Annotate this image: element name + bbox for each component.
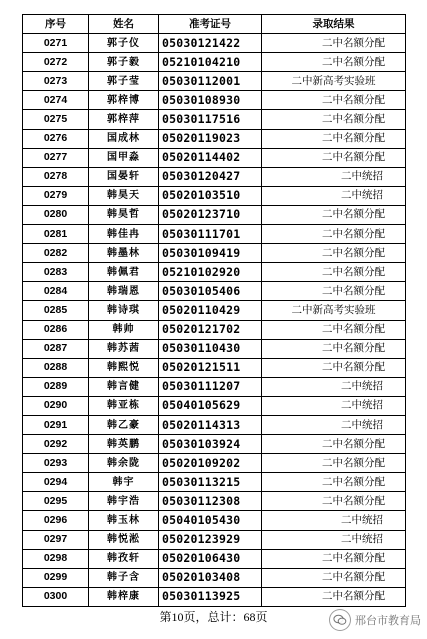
cell-exam-no: 05020123929: [159, 530, 262, 549]
cell-result: 二中名额分配: [262, 148, 406, 167]
cell-seq: 0297: [23, 530, 89, 549]
table-row: [23, 511, 406, 530]
cell-seq: 0281: [23, 225, 89, 244]
cell-seq: 0299: [23, 568, 89, 587]
cell-result: 二中统招: [262, 415, 406, 434]
cell-exam-no: 05040105430: [159, 511, 262, 530]
table-row: [23, 148, 406, 167]
cell-exam-no: 05020114313: [159, 415, 262, 434]
cell-name: 韩昊哲: [89, 205, 159, 224]
cell-exam-no: 05030111207: [159, 377, 262, 396]
cell-name: 韩帅: [89, 320, 159, 339]
table-row: [23, 244, 406, 263]
cell-seq: 0295: [23, 492, 89, 511]
cell-result: 二中统招: [262, 530, 406, 549]
cell-result: 二中名额分配: [262, 225, 406, 244]
cell-seq: 0290: [23, 396, 89, 415]
cell-result: 二中名额分配: [262, 339, 406, 358]
cell-name: 韩佳冉: [89, 225, 159, 244]
cell-seq: 0273: [23, 72, 89, 91]
table-row: [23, 530, 406, 549]
cell-seq: 0272: [23, 53, 89, 72]
table-row: [23, 415, 406, 434]
table-row: [23, 377, 406, 396]
cell-seq: 0291: [23, 415, 89, 434]
cell-result: 二中名额分配: [262, 34, 406, 53]
table-row: [23, 454, 406, 473]
watermark-text: 邢台市教育局: [355, 614, 421, 627]
cell-name: 韩玉林: [89, 511, 159, 530]
cell-exam-no: 05020114402: [159, 148, 262, 167]
cell-exam-no: 05210102920: [159, 263, 262, 282]
table-row: [23, 473, 406, 492]
table-row: [23, 72, 406, 91]
cell-name: 韩宇: [89, 473, 159, 492]
cell-result: 二中新高考实验班: [262, 301, 406, 320]
cell-result: 二中名额分配: [262, 492, 406, 511]
table-row: [23, 587, 406, 606]
table-row: [23, 435, 406, 454]
table-row: [23, 396, 406, 415]
cell-name: 郭子莹: [89, 72, 159, 91]
cell-name: 韩墨林: [89, 244, 159, 263]
cell-result: 二中统招: [262, 396, 406, 415]
cell-exam-no: 05030103924: [159, 435, 262, 454]
cell-exam-no: 05030108930: [159, 91, 262, 110]
cell-name: 韩乙豪: [89, 415, 159, 434]
cell-seq: 0276: [23, 129, 89, 148]
cell-result: 二中名额分配: [262, 263, 406, 282]
cell-name: 韩梓康: [89, 587, 159, 606]
cell-result: 二中名额分配: [262, 244, 406, 263]
cell-seq: 0284: [23, 282, 89, 301]
table-row: [23, 53, 406, 72]
cell-seq: 0278: [23, 167, 89, 186]
cell-seq: 0274: [23, 91, 89, 110]
cell-seq: 0298: [23, 549, 89, 568]
table-row: [23, 358, 406, 377]
cell-seq: 0283: [23, 263, 89, 282]
cell-seq: 0288: [23, 358, 89, 377]
cell-name: 韩悦淞: [89, 530, 159, 549]
cell-result: 二中名额分配: [262, 568, 406, 587]
cell-name: 韩苏茜: [89, 339, 159, 358]
table-body: [23, 34, 406, 607]
cell-result: 二中名额分配: [262, 549, 406, 568]
cell-exam-no: 05030111701: [159, 225, 262, 244]
cell-result: 二中名额分配: [262, 587, 406, 606]
watermark: [329, 608, 421, 632]
table-row: [23, 225, 406, 244]
header-seq: 序号: [23, 15, 89, 34]
cell-name: 韩熙悦: [89, 358, 159, 377]
table-header-row: [23, 15, 406, 34]
header-result: 录取结果: [262, 15, 406, 34]
table-row: [23, 568, 406, 587]
cell-seq: 0280: [23, 205, 89, 224]
cell-exam-no: 05030120427: [159, 167, 262, 186]
cell-exam-no: 05020119023: [159, 129, 262, 148]
cell-exam-no: 05030105406: [159, 282, 262, 301]
table-row: [23, 205, 406, 224]
table-row: [23, 263, 406, 282]
cell-seq: 0285: [23, 301, 89, 320]
cell-exam-no: 05030109419: [159, 244, 262, 263]
cell-seq: 0287: [23, 339, 89, 358]
cell-exam-no: 05030112001: [159, 72, 262, 91]
cell-name: 韩瑞恩: [89, 282, 159, 301]
cell-result: 二中统招: [262, 167, 406, 186]
cell-result: 二中名额分配: [262, 205, 406, 224]
table-row: [23, 339, 406, 358]
table-row: [23, 301, 406, 320]
table-row: [23, 129, 406, 148]
wechat-icon: [329, 609, 351, 631]
cell-exam-no: 05020103510: [159, 186, 262, 205]
cell-exam-no: 05020121511: [159, 358, 262, 377]
cell-name: 韩孜轩: [89, 549, 159, 568]
cell-name: 郭子仪: [89, 34, 159, 53]
cell-exam-no: 05020110429: [159, 301, 262, 320]
cell-name: 国甲淼: [89, 148, 159, 167]
page-footer: 第10页，总计：68页: [159, 610, 268, 624]
table-row: [23, 492, 406, 511]
table-row: [23, 186, 406, 205]
cell-exam-no: 05040105629: [159, 396, 262, 415]
table-row: [23, 110, 406, 129]
cell-result: 二中新高考实验班: [262, 72, 406, 91]
cell-name: 韩余陇: [89, 454, 159, 473]
table-row: [23, 549, 406, 568]
cell-seq: 0289: [23, 377, 89, 396]
cell-name: 韩言健: [89, 377, 159, 396]
cell-name: 郭子毅: [89, 53, 159, 72]
cell-result: 二中名额分配: [262, 454, 406, 473]
cell-seq: 0286: [23, 320, 89, 339]
cell-exam-no: 05020109202: [159, 454, 262, 473]
cell-exam-no: 05030121422: [159, 34, 262, 53]
cell-exam-no: 05020106430: [159, 549, 262, 568]
cell-result: 二中名额分配: [262, 110, 406, 129]
cell-result: 二中名额分配: [262, 473, 406, 492]
cell-result: 二中名额分配: [262, 435, 406, 454]
cell-exam-no: 05210104210: [159, 53, 262, 72]
table-row: [23, 320, 406, 339]
admission-table: [22, 14, 406, 607]
cell-result: 二中统招: [262, 186, 406, 205]
cell-name: 国成林: [89, 129, 159, 148]
cell-result: 二中名额分配: [262, 129, 406, 148]
table-row: [23, 34, 406, 53]
cell-name: 韩亚栋: [89, 396, 159, 415]
cell-seq: 0279: [23, 186, 89, 205]
cell-seq: 0293: [23, 454, 89, 473]
header-exam-no: 准考证号: [159, 15, 262, 34]
table-row: [23, 167, 406, 186]
cell-seq: 0300: [23, 587, 89, 606]
cell-seq: 0275: [23, 110, 89, 129]
header-name: 姓名: [89, 15, 159, 34]
cell-seq: 0292: [23, 435, 89, 454]
cell-result: 二中名额分配: [262, 53, 406, 72]
cell-exam-no: 05020103408: [159, 568, 262, 587]
cell-seq: 0296: [23, 511, 89, 530]
cell-result: 二中统招: [262, 377, 406, 396]
table-row: [23, 282, 406, 301]
cell-name: 郭梓萍: [89, 110, 159, 129]
cell-name: 韩昊天: [89, 186, 159, 205]
cell-exam-no: 05030117516: [159, 110, 262, 129]
cell-name: 韩英鹏: [89, 435, 159, 454]
cell-result: 二中名额分配: [262, 282, 406, 301]
cell-exam-no: 05020123710: [159, 205, 262, 224]
cell-name: 韩诗琪: [89, 301, 159, 320]
cell-exam-no: 05020121702: [159, 320, 262, 339]
cell-name: 韩宇浩: [89, 492, 159, 511]
cell-exam-no: 05030113925: [159, 587, 262, 606]
cell-exam-no: 05030110430: [159, 339, 262, 358]
cell-result: 二中名额分配: [262, 320, 406, 339]
cell-result: 二中名额分配: [262, 91, 406, 110]
cell-exam-no: 05030113215: [159, 473, 262, 492]
cell-seq: 0282: [23, 244, 89, 263]
cell-name: 国晏轩: [89, 167, 159, 186]
cell-exam-no: 05030112308: [159, 492, 262, 511]
cell-seq: 0271: [23, 34, 89, 53]
table-row: [23, 91, 406, 110]
cell-name: 韩佩君: [89, 263, 159, 282]
cell-name: 韩子含: [89, 568, 159, 587]
cell-result: 二中名额分配: [262, 358, 406, 377]
cell-name: 郭梓博: [89, 91, 159, 110]
cell-result: 二中统招: [262, 511, 406, 530]
cell-seq: 0277: [23, 148, 89, 167]
cell-seq: 0294: [23, 473, 89, 492]
